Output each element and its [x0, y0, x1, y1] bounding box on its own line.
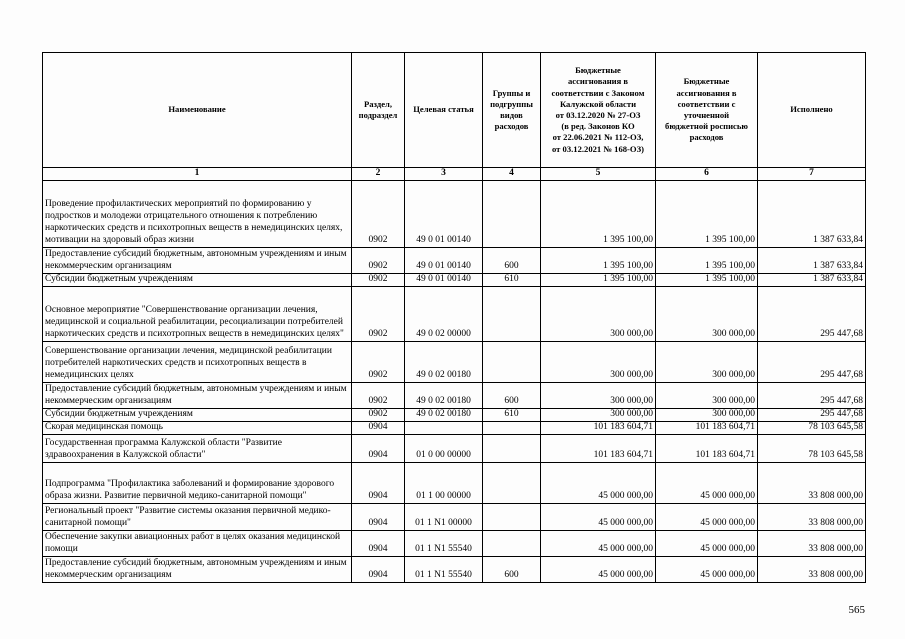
column-numbers-row — [43, 168, 866, 181]
row-target: 01 1 00 00000 — [405, 462, 483, 503]
row-target: 49 0 02 00180 — [405, 341, 483, 382]
row-section: 0902 — [352, 180, 405, 247]
column-number: 7 — [758, 168, 866, 181]
header-target: Целевая статья — [405, 53, 483, 168]
row-target: 49 0 01 00140 — [405, 180, 483, 247]
row-name: Скорая медицинская помощь — [43, 421, 352, 434]
row-name: Предоставление субсидий бюджетным, автономным учреждениям и иным некоммерческим организациям — [43, 247, 352, 273]
row-name: Субсидии бюджетным учреждениям — [43, 273, 352, 286]
table-row — [43, 273, 866, 286]
row-group — [483, 434, 541, 462]
header-executed: Исполнено — [758, 53, 866, 168]
row-section: 0904 — [352, 503, 405, 530]
row-name: Основное мероприятие "Совершенствование организации лечения, медицинской и социальной реабилитации, ресоциализации потребителей наркотических средств и психотропных веществ в немедицинских целях" — [43, 286, 352, 341]
row-section: 0902 — [352, 247, 405, 273]
row-section: 0902 — [352, 382, 405, 408]
row-refined: 101 183 604,71 — [656, 421, 758, 434]
row-refined: 45 000 000,00 — [656, 462, 758, 503]
row-target: 01 0 00 00000 — [405, 434, 483, 462]
row-group: 600 — [483, 382, 541, 408]
table-row — [43, 180, 866, 247]
table-row — [43, 247, 866, 273]
header-section: Раздел, подраздел — [352, 53, 405, 168]
row-target: 01 1 N1 55540 — [405, 530, 483, 556]
row-group — [483, 421, 541, 434]
row-target: 01 1 N1 55540 — [405, 556, 483, 582]
row-refined: 45 000 000,00 — [656, 503, 758, 530]
row-refined: 45 000 000,00 — [656, 530, 758, 556]
header-law-allocations: Бюджетные ассигнования в соответствии с Законом Калужской области от 03.12.2020 № 27-ОЗ (в ред. Законов КО от 22.06.2021 № 112-ОЗ, от 03.12.2021 № 168-ОЗ) — [541, 53, 656, 168]
row-section: 0904 — [352, 530, 405, 556]
row-section: 0904 — [352, 434, 405, 462]
table-row — [43, 341, 866, 382]
table-row — [43, 462, 866, 503]
row-section: 0904 — [352, 556, 405, 582]
page-number: 565 — [848, 604, 865, 616]
row-law: 1 395 100,00 — [541, 180, 656, 247]
row-group: 600 — [483, 556, 541, 582]
header-name: Наименование — [43, 53, 352, 168]
row-executed: 295 447,68 — [758, 382, 866, 408]
row-refined: 300 000,00 — [656, 286, 758, 341]
row-target: 49 0 02 00000 — [405, 286, 483, 341]
row-group — [483, 503, 541, 530]
row-refined: 45 000 000,00 — [656, 556, 758, 582]
row-name: Государственная программа Калужской области "Развитие здравоохранения в Калужской области" — [43, 434, 352, 462]
row-refined: 300 000,00 — [656, 382, 758, 408]
row-law: 1 395 100,00 — [541, 247, 656, 273]
row-target: 49 0 02 00180 — [405, 408, 483, 421]
row-law: 101 183 604,71 — [541, 434, 656, 462]
row-section: 0902 — [352, 273, 405, 286]
row-executed: 33 808 000,00 — [758, 556, 866, 582]
row-executed: 33 808 000,00 — [758, 462, 866, 503]
row-group: 610 — [483, 408, 541, 421]
row-law: 45 000 000,00 — [541, 462, 656, 503]
row-law: 300 000,00 — [541, 408, 656, 421]
row-target: 49 0 02 00180 — [405, 382, 483, 408]
header-refined-allocations: Бюджетные ассигнования в соответствии с уточненной бюджетной росписью расходов — [656, 53, 758, 168]
row-group — [483, 530, 541, 556]
row-refined: 1 395 100,00 — [656, 273, 758, 286]
row-law: 1 395 100,00 — [541, 273, 656, 286]
row-executed: 295 447,68 — [758, 408, 866, 421]
row-target: 49 0 01 00140 — [405, 273, 483, 286]
table-row — [43, 286, 866, 341]
row-target — [405, 421, 483, 434]
row-executed: 78 103 645,58 — [758, 434, 866, 462]
table-row — [43, 382, 866, 408]
row-law: 45 000 000,00 — [541, 503, 656, 530]
row-law: 300 000,00 — [541, 341, 656, 382]
row-refined: 300 000,00 — [656, 341, 758, 382]
column-number: 5 — [541, 168, 656, 181]
row-executed: 33 808 000,00 — [758, 503, 866, 530]
row-executed: 33 808 000,00 — [758, 530, 866, 556]
row-group — [483, 341, 541, 382]
column-number: 2 — [352, 168, 405, 181]
row-name: Проведение профилактических мероприятий по формированию у подростков и молодежи отрицательного отношения к потреблению наркотических средств и психотропных веществ в немедицинских целях, мотивации на здоровый образ жизни — [43, 180, 352, 247]
row-name: Совершенствование организации лечения, медицинской реабилитации потребителей наркотических средств и психотропных веществ в немедицинских целях — [43, 341, 352, 382]
row-refined: 101 183 604,71 — [656, 434, 758, 462]
row-group: 600 — [483, 247, 541, 273]
row-group — [483, 180, 541, 247]
row-group — [483, 462, 541, 503]
row-law: 300 000,00 — [541, 286, 656, 341]
row-name: Субсидии бюджетным учреждениям — [43, 408, 352, 421]
row-section: 0904 — [352, 421, 405, 434]
row-group — [483, 286, 541, 341]
row-executed: 1 387 633,84 — [758, 180, 866, 247]
column-number: 1 — [43, 168, 352, 181]
row-refined: 1 395 100,00 — [656, 180, 758, 247]
row-refined: 300 000,00 — [656, 408, 758, 421]
row-law: 300 000,00 — [541, 382, 656, 408]
row-name: Предоставление субсидий бюджетным, автономным учреждениям и иным некоммерческим организациям — [43, 556, 352, 582]
row-executed: 78 103 645,58 — [758, 421, 866, 434]
table-row — [43, 530, 866, 556]
row-name: Предоставление субсидий бюджетным, автономным учреждениям и иным некоммерческим организациям — [43, 382, 352, 408]
row-law: 101 183 604,71 — [541, 421, 656, 434]
row-name: Обеспечение закупки авиационных работ в целях оказания медицинской помощи — [43, 530, 352, 556]
table-row — [43, 408, 866, 421]
table-row — [43, 556, 866, 582]
header-groups: Группы и подгруппы видов расходов — [483, 53, 541, 168]
column-number: 3 — [405, 168, 483, 181]
row-executed: 1 387 633,84 — [758, 247, 866, 273]
row-law: 45 000 000,00 — [541, 530, 656, 556]
table-row — [43, 421, 866, 434]
row-refined: 1 395 100,00 — [656, 247, 758, 273]
row-executed: 1 387 633,84 — [758, 273, 866, 286]
column-number: 6 — [656, 168, 758, 181]
header-row — [43, 53, 866, 168]
row-law: 45 000 000,00 — [541, 556, 656, 582]
row-target: 49 0 01 00140 — [405, 247, 483, 273]
row-executed: 295 447,68 — [758, 341, 866, 382]
row-name: Подпрограмма "Профилактика заболеваний и формирование здорового образа жизни. Развитие первичной медико-санитарной помощи" — [43, 462, 352, 503]
row-section: 0904 — [352, 462, 405, 503]
row-target: 01 1 N1 00000 — [405, 503, 483, 530]
row-group: 610 — [483, 273, 541, 286]
row-section: 0902 — [352, 286, 405, 341]
row-name: Региональный проект "Развитие системы оказания первичной медико-санитарной помощи" — [43, 503, 352, 530]
table-row — [43, 503, 866, 530]
budget-table — [42, 52, 866, 583]
table-row — [43, 434, 866, 462]
row-executed: 295 447,68 — [758, 286, 866, 341]
column-number: 4 — [483, 168, 541, 181]
row-section: 0902 — [352, 408, 405, 421]
row-section: 0902 — [352, 341, 405, 382]
